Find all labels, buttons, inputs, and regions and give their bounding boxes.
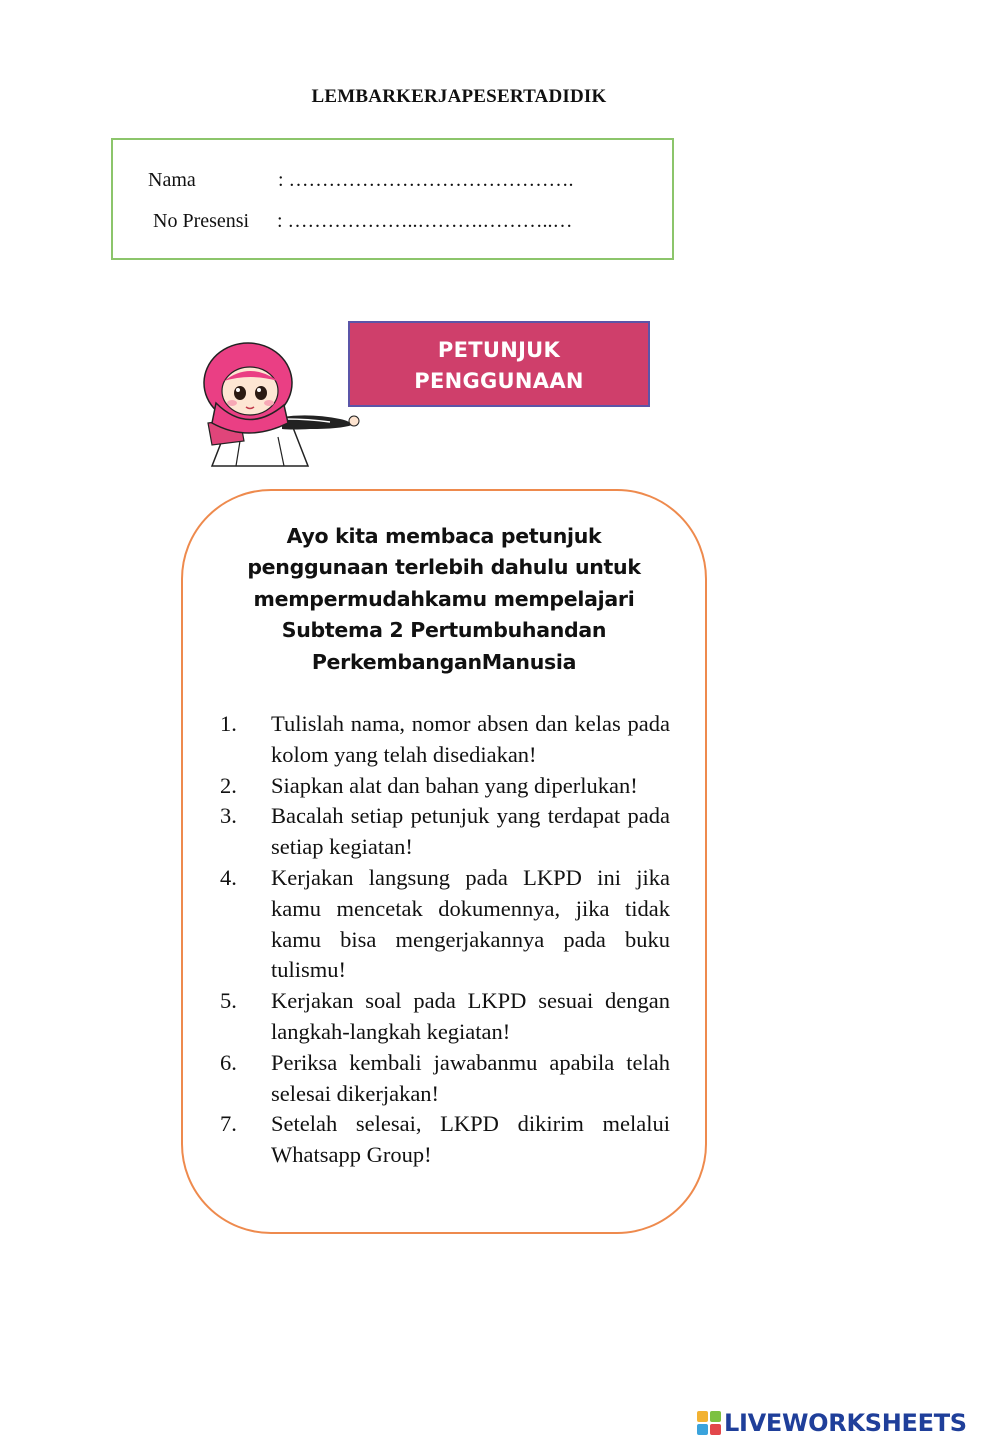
step-number: 5. <box>220 988 237 1014</box>
worksheet-title: LEMBARKERJAPESERTADIDIK <box>311 86 607 107</box>
steps-list <box>220 709 670 1171</box>
banner-line-1: PETUNJUK <box>437 338 561 362</box>
banner-line-2: PENGGUNAAN <box>414 369 584 393</box>
instructions-box <box>181 489 707 1234</box>
presensi-label: No Presensi <box>153 210 250 232</box>
step-text: Kerjakan langsung pada LKPD ini jika kamu mencetak dokumennya, jika tidak kamu bisa mengerjakannya pada buku tulismu! <box>271 864 670 983</box>
step-number: 3. <box>220 803 237 829</box>
step-item <box>220 1048 670 1110</box>
step-text: Periksa kembali jawabanmu apabila telah selesai dikerjakan! <box>271 1049 670 1106</box>
step-number: 1. <box>220 711 237 736</box>
liveworksheets-logo-icon <box>697 1411 721 1435</box>
step-number: 2. <box>220 772 237 798</box>
heading-line: mempermudahkamu mempelajari <box>253 586 635 611</box>
liveworksheets-logo <box>697 1410 967 1436</box>
identity-box <box>111 138 674 260</box>
heading-line: penggunaan terlebih dahulu untuk <box>247 555 641 580</box>
step-text: Bacalah setiap petunjuk yang terdapat pada setiap kegiatan! <box>271 803 670 860</box>
step-text: Siapkan alat dan bahan yang diperlukan! <box>271 772 638 798</box>
step-item <box>220 863 670 986</box>
instructions-heading <box>183 521 705 678</box>
heading-line: Subtema 2 Pertumbuhandan <box>281 618 607 643</box>
presensi-field[interactable]: : ………………..……….………..… <box>277 210 573 232</box>
step-text: Tulislah nama, nomor absen dan kelas pada kolom yang telah disediakan! <box>271 711 670 767</box>
step-item <box>220 771 670 802</box>
step-item <box>220 1109 670 1171</box>
step-item <box>220 986 670 1048</box>
name-field[interactable]: : ……………………………………. <box>278 169 574 191</box>
petunjuk-banner <box>348 321 650 407</box>
heading-line: PerkembanganManusia <box>311 649 577 674</box>
step-item <box>220 709 670 771</box>
step-number: 4. <box>220 864 237 890</box>
step-item <box>220 801 670 863</box>
step-text: Kerjakan soal pada LKPD sesuai dengan langkah-langkah kegiatan! <box>271 988 670 1044</box>
step-text: Setelah selesai, LKPD dikirim melalui Whatsapp Group! <box>271 1111 670 1168</box>
step-number: 6. <box>220 1049 237 1075</box>
heading-line: Ayo kita membaca petunjuk <box>286 524 602 548</box>
step-number: 7. <box>220 1111 237 1137</box>
liveworksheets-text: LIVEWORKSHEETS <box>724 1409 967 1437</box>
name-label: Nama <box>148 169 196 191</box>
